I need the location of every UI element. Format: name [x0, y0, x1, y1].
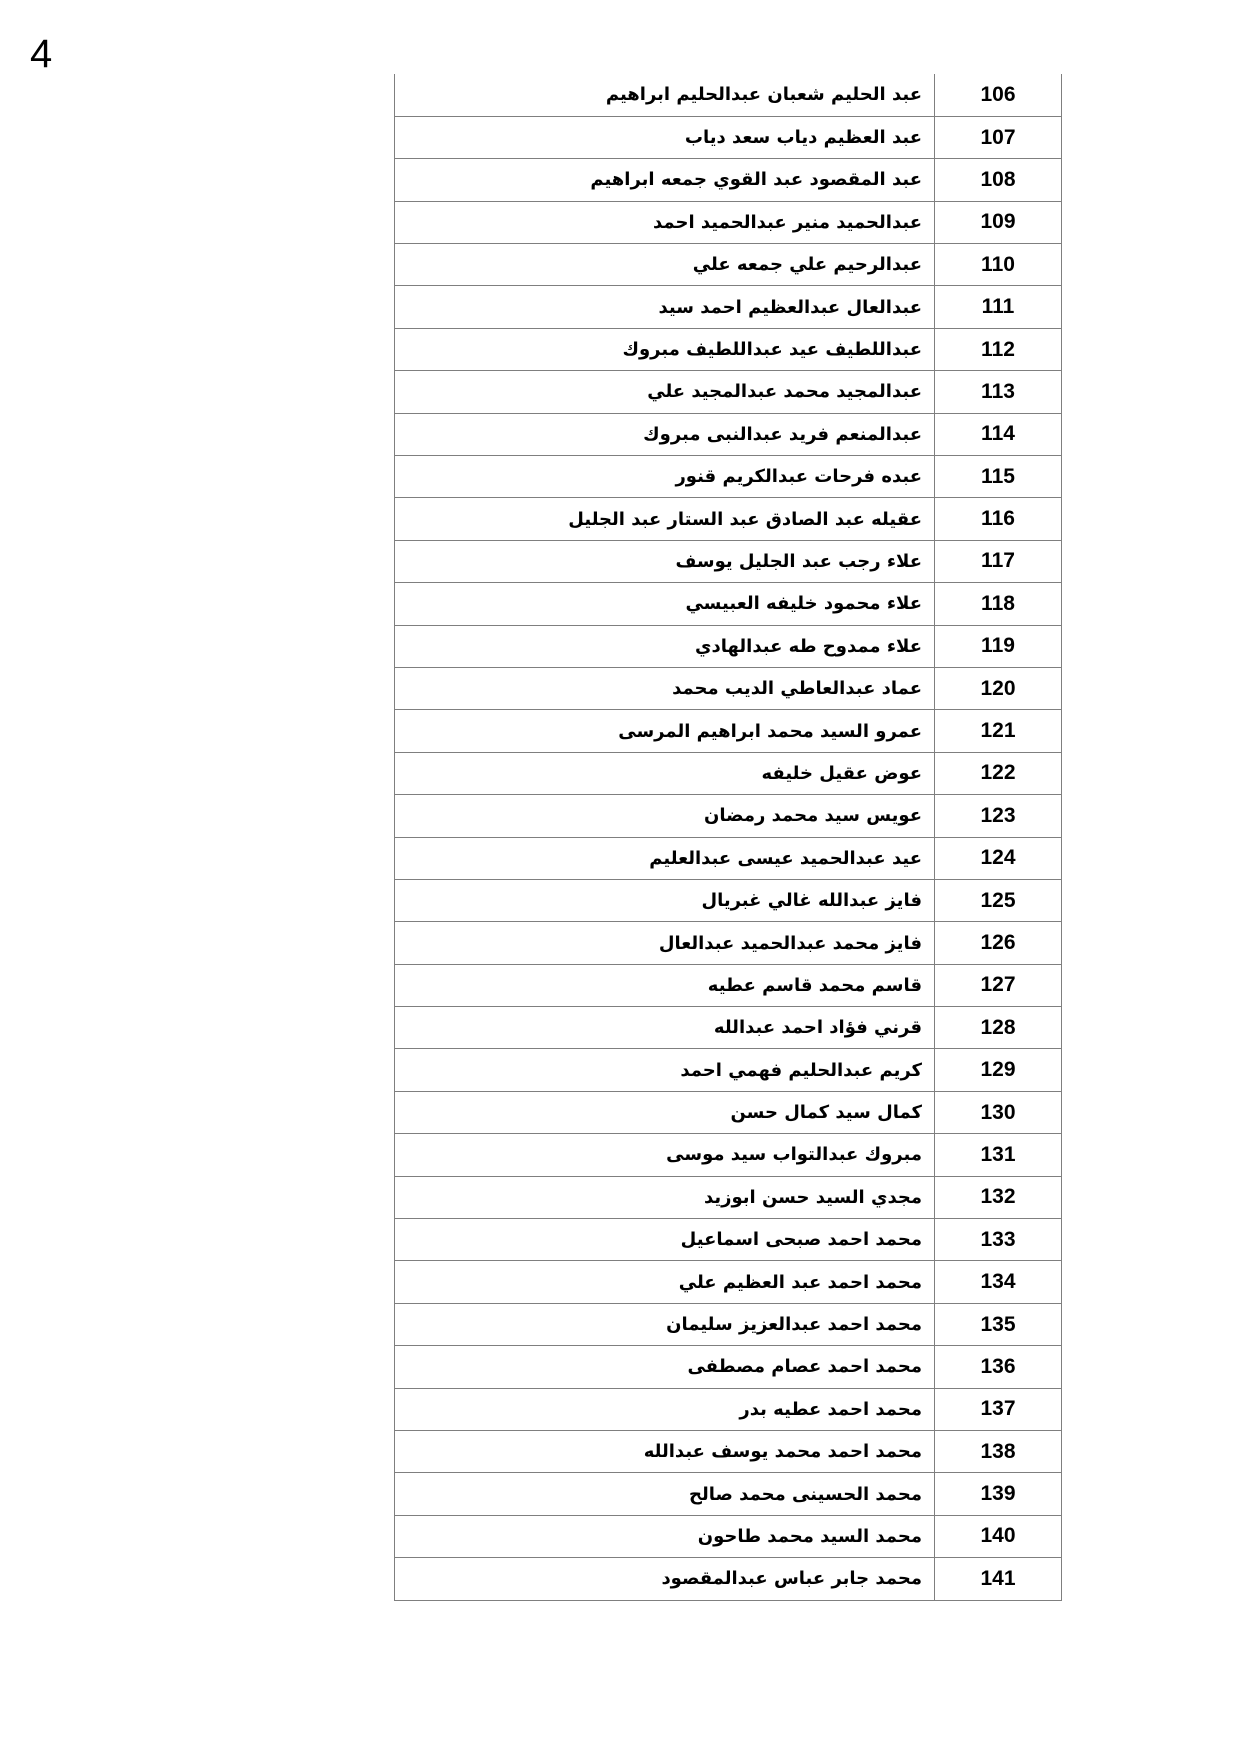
table-row [395, 1091, 1062, 1133]
table-row [395, 498, 1062, 540]
number-cell: 110 [935, 244, 1062, 286]
table-row [395, 1431, 1062, 1473]
number-cell: 108 [935, 159, 1062, 201]
table-row [395, 879, 1062, 921]
table-row [395, 583, 1062, 625]
name-cell: قرني فؤاد احمد عبدالله [395, 1007, 935, 1049]
table-row [395, 922, 1062, 964]
number-cell: 112 [935, 328, 1062, 370]
number-cell: 137 [935, 1388, 1062, 1430]
name-cell: مجدي السيد حسن ابوزيد [395, 1176, 935, 1218]
number-cell: 118 [935, 583, 1062, 625]
name-cell: عبدالرحيم علي جمعه علي [395, 244, 935, 286]
name-cell: كمال سيد كمال حسن [395, 1091, 935, 1133]
number-cell: 113 [935, 371, 1062, 413]
number-cell: 114 [935, 413, 1062, 455]
name-cell: عبدالمنعم فريد عبدالنبى مبروك [395, 413, 935, 455]
table-body [395, 74, 1062, 1600]
number-cell: 109 [935, 201, 1062, 243]
name-cell: عبدالمجيد محمد عبدالمجيد علي [395, 371, 935, 413]
number-cell: 139 [935, 1473, 1062, 1515]
page-number: 4 [30, 32, 53, 76]
name-cell: محمد الحسينى محمد صالح [395, 1473, 935, 1515]
number-cell: 126 [935, 922, 1062, 964]
number-cell: 135 [935, 1303, 1062, 1345]
number-cell: 122 [935, 752, 1062, 794]
number-cell: 117 [935, 540, 1062, 582]
number-cell: 138 [935, 1431, 1062, 1473]
number-cell: 132 [935, 1176, 1062, 1218]
table-row [395, 1388, 1062, 1430]
number-cell: 119 [935, 625, 1062, 667]
table-row [395, 1007, 1062, 1049]
name-cell: محمد احمد عصام مصطفى [395, 1346, 935, 1388]
table-row [395, 201, 1062, 243]
number-cell: 123 [935, 795, 1062, 837]
name-cell: فايز عبدالله غالي غبريال [395, 879, 935, 921]
number-cell: 140 [935, 1515, 1062, 1557]
name-cell: مبروك عبدالتواب سيد موسى [395, 1134, 935, 1176]
name-cell: محمد السيد محمد طاحون [395, 1515, 935, 1557]
table-row [395, 413, 1062, 455]
name-cell: عماد عبدالعاطي الديب محمد [395, 667, 935, 709]
names-table [394, 74, 1062, 1601]
name-cell: محمد احمد عبدالعزيز سليمان [395, 1303, 935, 1345]
number-cell: 129 [935, 1049, 1062, 1091]
name-cell: قاسم محمد قاسم عطيه [395, 964, 935, 1006]
name-cell: عوض عقيل خليفه [395, 752, 935, 794]
number-cell: 141 [935, 1558, 1062, 1600]
number-cell: 115 [935, 456, 1062, 498]
name-cell: عبداللطيف عيد عبداللطيف مبروك [395, 328, 935, 370]
table-row [395, 1176, 1062, 1218]
number-cell: 116 [935, 498, 1062, 540]
name-cell: كريم عبدالحليم فهمي احمد [395, 1049, 935, 1091]
number-cell: 127 [935, 964, 1062, 1006]
name-cell: محمد احمد عبد العظيم علي [395, 1261, 935, 1303]
table-row [395, 964, 1062, 1006]
number-cell: 131 [935, 1134, 1062, 1176]
table-row [395, 328, 1062, 370]
number-cell: 130 [935, 1091, 1062, 1133]
name-cell: عبد العظيم دياب سعد دياب [395, 116, 935, 158]
name-cell: عقيله عبد الصادق عبد الستار عبد الجليل [395, 498, 935, 540]
table-row [395, 456, 1062, 498]
name-cell: محمد احمد محمد يوسف عبدالله [395, 1431, 935, 1473]
number-cell: 120 [935, 667, 1062, 709]
table-row [395, 625, 1062, 667]
name-cell: محمد جابر عباس عبدالمقصود [395, 1558, 935, 1600]
table-row [395, 540, 1062, 582]
number-cell: 133 [935, 1219, 1062, 1261]
name-cell: محمد احمد عطيه بدر [395, 1388, 935, 1430]
table-row [395, 1049, 1062, 1091]
number-cell: 121 [935, 710, 1062, 752]
table-row [395, 286, 1062, 328]
table-row [395, 1515, 1062, 1557]
name-cell: عويس سيد محمد رمضان [395, 795, 935, 837]
table-row [395, 1134, 1062, 1176]
table-row [395, 710, 1062, 752]
number-cell: 106 [935, 74, 1062, 116]
name-cell: عبدالحميد منير عبدالحميد احمد [395, 201, 935, 243]
table-row [395, 74, 1062, 116]
name-cell: عمرو السيد محمد ابراهيم المرسى [395, 710, 935, 752]
name-cell: عبدالعال عبدالعظيم احمد سيد [395, 286, 935, 328]
table-row [395, 1303, 1062, 1345]
name-cell: عيد عبدالحميد عيسى عبدالعليم [395, 837, 935, 879]
table-row [395, 667, 1062, 709]
table-row [395, 795, 1062, 837]
name-cell: فايز محمد عبدالحميد عبدالعال [395, 922, 935, 964]
number-cell: 124 [935, 837, 1062, 879]
name-cell: علاء محمود خليفه العبيسي [395, 583, 935, 625]
table-row [395, 371, 1062, 413]
number-cell: 111 [935, 286, 1062, 328]
name-cell: عبد المقصود عبد القوي جمعه ابراهيم [395, 159, 935, 201]
table-row [395, 1261, 1062, 1303]
name-cell: علاء ممدوح طه عبدالهادي [395, 625, 935, 667]
table-row [395, 244, 1062, 286]
table-row [395, 752, 1062, 794]
name-cell: عبده فرحات عبدالكريم قنور [395, 456, 935, 498]
table-row [395, 116, 1062, 158]
table-row [395, 837, 1062, 879]
name-cell: محمد احمد صبحى اسماعيل [395, 1219, 935, 1261]
name-cell: عبد الحليم شعبان عبدالحليم ابراهيم [395, 74, 935, 116]
table-row [395, 1219, 1062, 1261]
number-cell: 134 [935, 1261, 1062, 1303]
table-row [395, 159, 1062, 201]
table-row [395, 1473, 1062, 1515]
number-cell: 107 [935, 116, 1062, 158]
name-cell: علاء رجب عبد الجليل يوسف [395, 540, 935, 582]
table-row [395, 1346, 1062, 1388]
number-cell: 125 [935, 879, 1062, 921]
table-row [395, 1558, 1062, 1600]
number-cell: 128 [935, 1007, 1062, 1049]
number-cell: 136 [935, 1346, 1062, 1388]
